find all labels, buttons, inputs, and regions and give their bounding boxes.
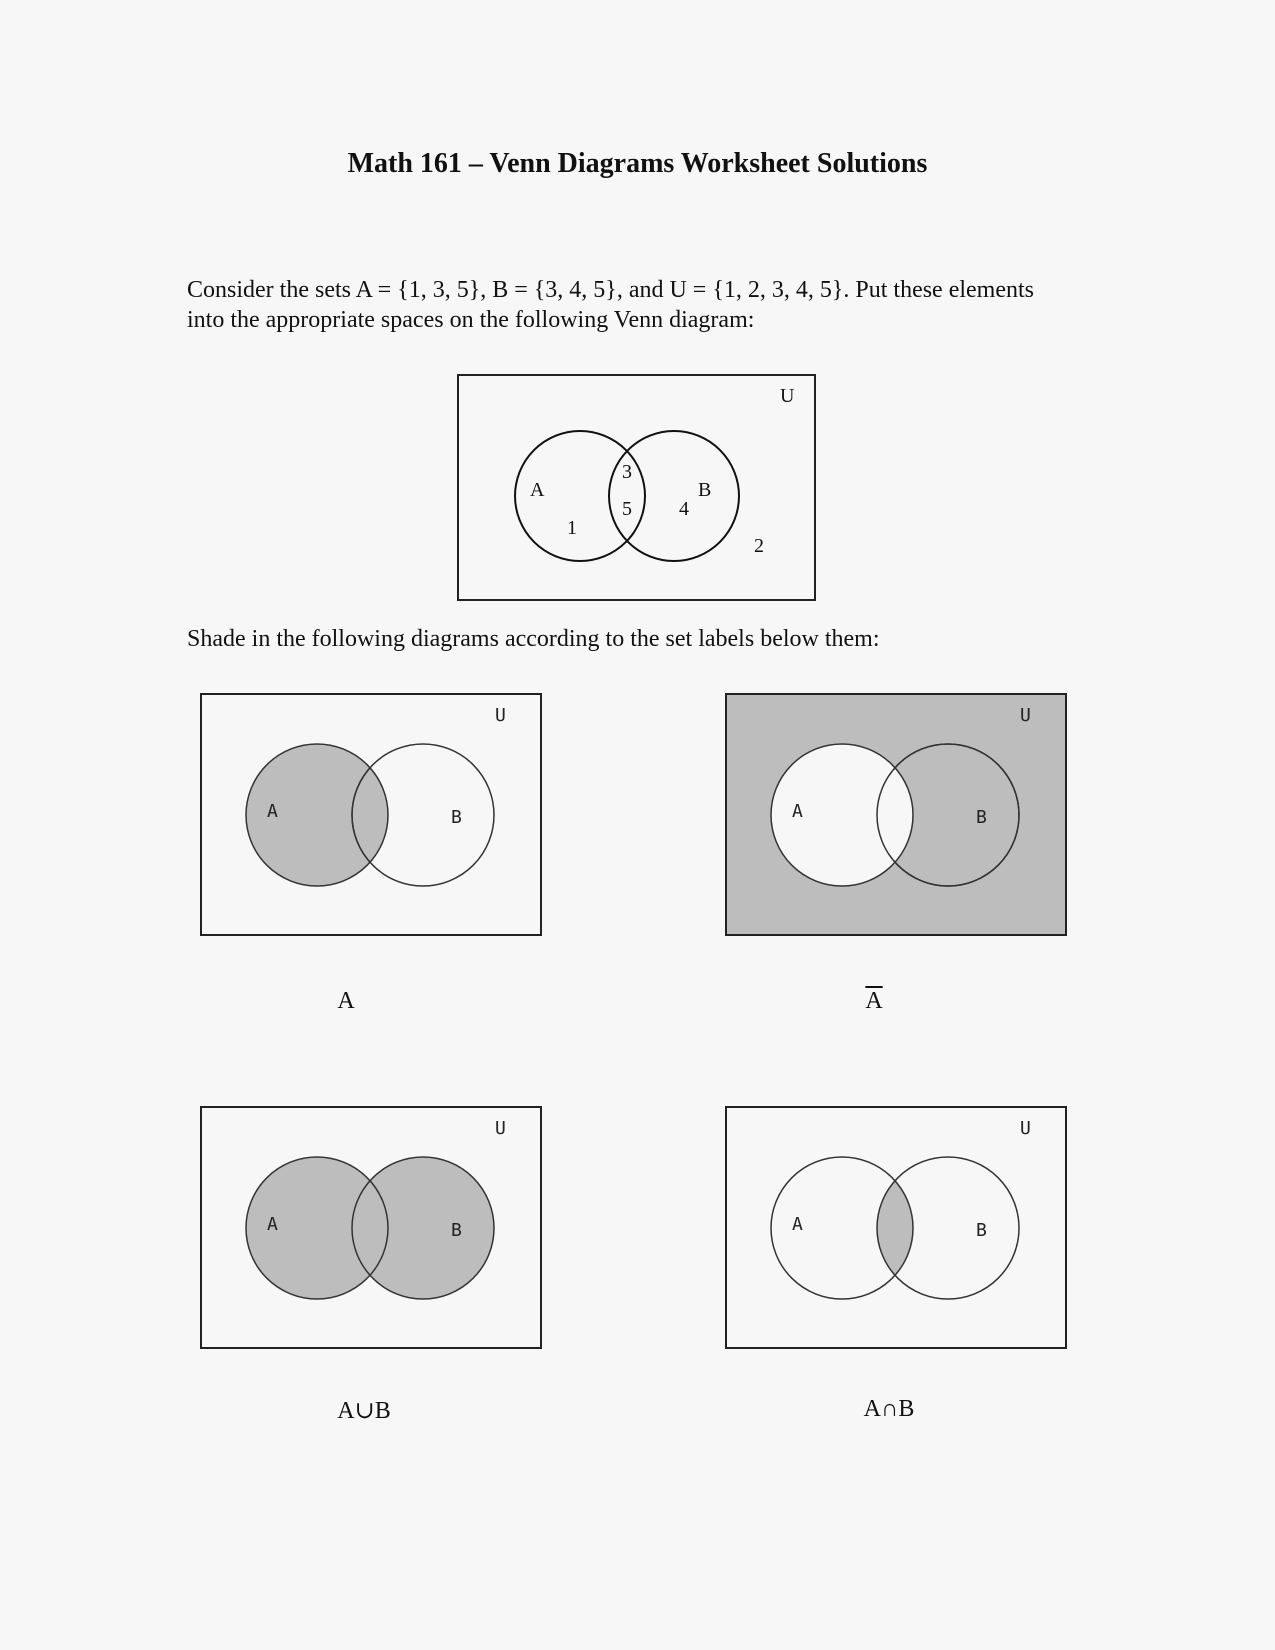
intro-line-1: Consider the sets A = {1, 3, 5}, B = {3, 4, 5}, and U = {1, 2, 3, 4, 5}. Put these elements [187, 277, 1035, 303]
element-intersection-bottom: 5 [622, 498, 632, 520]
element-only-b: 4 [679, 498, 689, 520]
caption-a-complement: $\overline{A}$ [865, 988, 883, 1014]
set-b-label: B [451, 807, 462, 828]
set-a-label: A [267, 1214, 278, 1235]
universe-label: U [1020, 1118, 1031, 1139]
universe-label: U [495, 705, 506, 726]
venn-diagram-a-intersect-b [726, 1107, 1067, 1349]
element-only-a: 1 [567, 517, 577, 539]
venn-diagram-a [201, 694, 542, 936]
circle-b [609, 431, 739, 561]
intro-line-2: into the appropriate spaces on the following Venn diagram: [187, 307, 755, 333]
intro-paragraph [187, 275, 1117, 335]
set-b-label: B [976, 807, 987, 828]
set-b-label: B [451, 1220, 462, 1241]
venn-diagram-a-complement [726, 694, 1067, 936]
venn-diagram-a-union-b [201, 1107, 542, 1349]
caption-a-intersect-b: A∩B [863, 1396, 915, 1422]
universe-label: U [780, 385, 795, 407]
set-a-label: A [792, 1214, 803, 1235]
element-intersection-top: 3 [622, 461, 632, 483]
set-a-label: A [267, 801, 278, 822]
universe-box [458, 375, 815, 600]
caption-a-union-b: A∪B [337, 1398, 391, 1424]
set-a-label: A [530, 479, 545, 501]
element-outside: 2 [754, 535, 764, 557]
caption-a: A [337, 988, 355, 1014]
main-venn-diagram [458, 375, 816, 601]
set-a-label: A [792, 801, 803, 822]
set-b-label: B [698, 479, 712, 501]
set-b-label: B [976, 1220, 987, 1241]
shade-instruction: Shade in the following diagrams according to the set labels below them: [187, 626, 880, 652]
page-title: Math 161 – Venn Diagrams Worksheet Solutions [347, 148, 928, 179]
universe-label: U [1020, 705, 1031, 726]
universe-label: U [495, 1118, 506, 1139]
